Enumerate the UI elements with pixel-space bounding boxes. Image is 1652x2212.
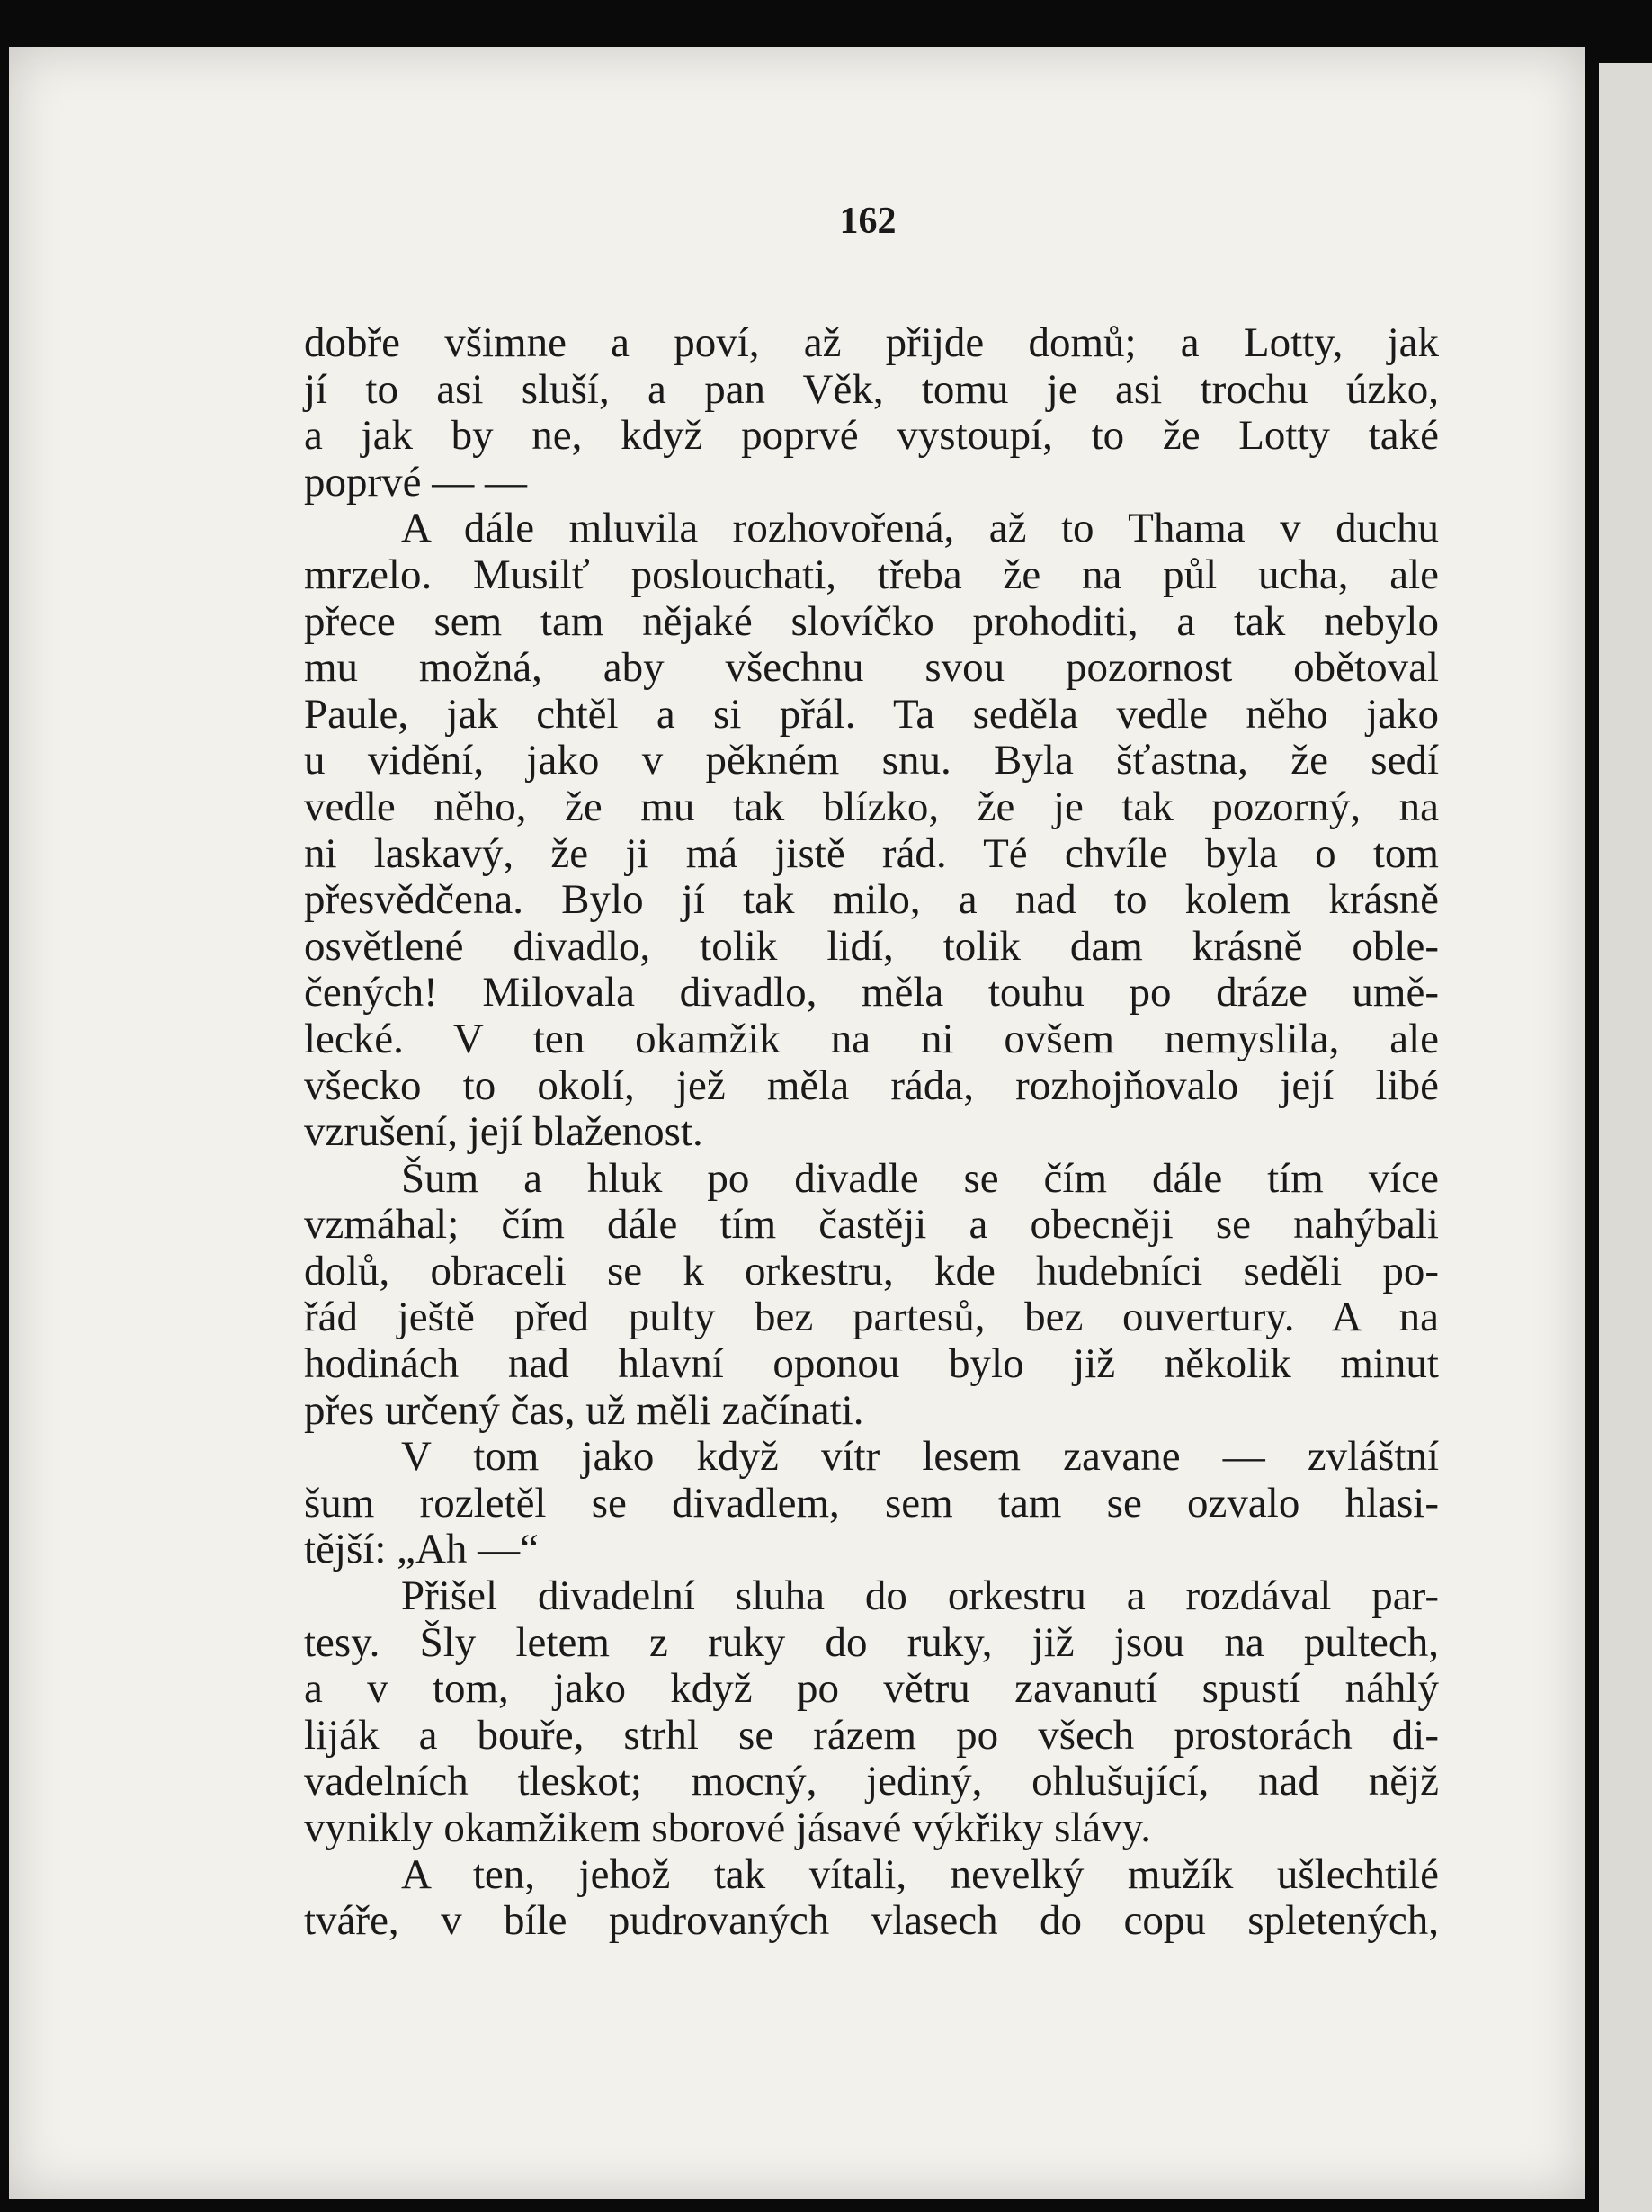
text-line: a v tom, jako když po větru zavanutí spustí náhlý [304,1665,1439,1713]
text-line: A ten, jehož tak vítali, nevelký mužík ušlechtilé [401,1850,1439,1898]
text-line: tější: „Ah —“ [304,1526,540,1573]
text-line: a jak by ne, když poprvé vystoupí, to že Lotty také [304,412,1439,460]
next-page-sliver [1599,63,1652,2212]
text-line: Přišel divadelní sluha do orkestru a rozdával par- [401,1572,1439,1620]
text-line: čených! Milovala divadlo, měla touhu po dráze umě- [304,969,1439,1016]
text-line: u vidění, jako v pěkném snu. Byla šťastna, že sedí [304,737,1439,784]
text-line: tesy. Šly letem z ruky do ruky, již jsou na pultech, [304,1618,1439,1666]
text-line: vynikly okamžikem sborové jásavé výkřiky slávy. [304,1805,1151,1851]
text-line: vadelních tleskot; mocný, jediný, ohlušující, nad nějž [304,1758,1439,1805]
text-line: mrzelo. Musilť poslouchati, třeba že na půl ucha, ale [304,551,1439,598]
text-line: šum rozletěl se divadlem, sem tam se ozvalo hlasi- [304,1479,1439,1527]
body-text [304,320,1439,1945]
text-line: osvětlené divadlo, tolik lidí, tolik dam krásně oble- [304,922,1439,970]
text-line: lecké. V ten okamžik na ni ovšem nemyslila, ale [304,1015,1439,1062]
text-line: mu možná, aby všechnu svou pozornost obětoval [304,644,1439,692]
text-line: tváře, v bíle pudrovaných vlasech do copu spletených, [304,1897,1439,1945]
text-line: liják a bouře, strhl se rázem po všech prostorách di- [304,1711,1439,1759]
text-line: hodinách nad hlavní oponou bylo již několik minut [304,1340,1439,1388]
page-number: 162 [839,201,897,242]
text-line: dolů, obraceli se k orkestru, kde hudebníci seděli po- [304,1247,1439,1294]
text-line: vedle něho, že mu tak blízko, že je tak pozorný, na [304,783,1439,830]
text-line: řád ještě před pulty bez partesů, bez ouvertury. A na [304,1294,1439,1341]
text-line: V tom jako když vítr lesem zavane — zvláštní [401,1433,1439,1481]
text-line: poprvé — — [304,458,528,506]
text-line: vzrušení, její blaženost. [304,1108,703,1156]
text-line: přesvědčena. Bylo jí tak milo, a nad to kolem krásně [304,876,1439,924]
text-line: přece sem tam nějaké slovíčko prohoditi, a tak nebylo [304,597,1439,645]
text-line: Šum a hluk po divadle se čím dále tím více [401,1154,1439,1202]
text-line: všecko to okolí, jež měla ráda, rozhojňovalo její libé [304,1061,1439,1109]
text-line: jí to asi sluší, a pan Věk, tomu je asi trochu úzko, [304,365,1439,413]
text-line: dobře všimne a poví, až přijde domů; a Lotty, jak [304,319,1439,366]
text-line: Paule, jak chtěl a si přál. Ta seděla vedle něho jako [304,690,1439,738]
page-edge-shadow [1585,36,1599,2204]
text-line: A dále mluvila rozhovořená, až to Thama v duchu [401,505,1439,552]
text-line: přes určený čas, už měli začínati. [304,1386,864,1434]
text-line: ni laskavý, že ji má jistě rád. Té chvíle byla o tom [304,829,1439,877]
text-line: vzmáhal; čím dále tím častěji a obecněji se nahýbali [304,1201,1439,1249]
